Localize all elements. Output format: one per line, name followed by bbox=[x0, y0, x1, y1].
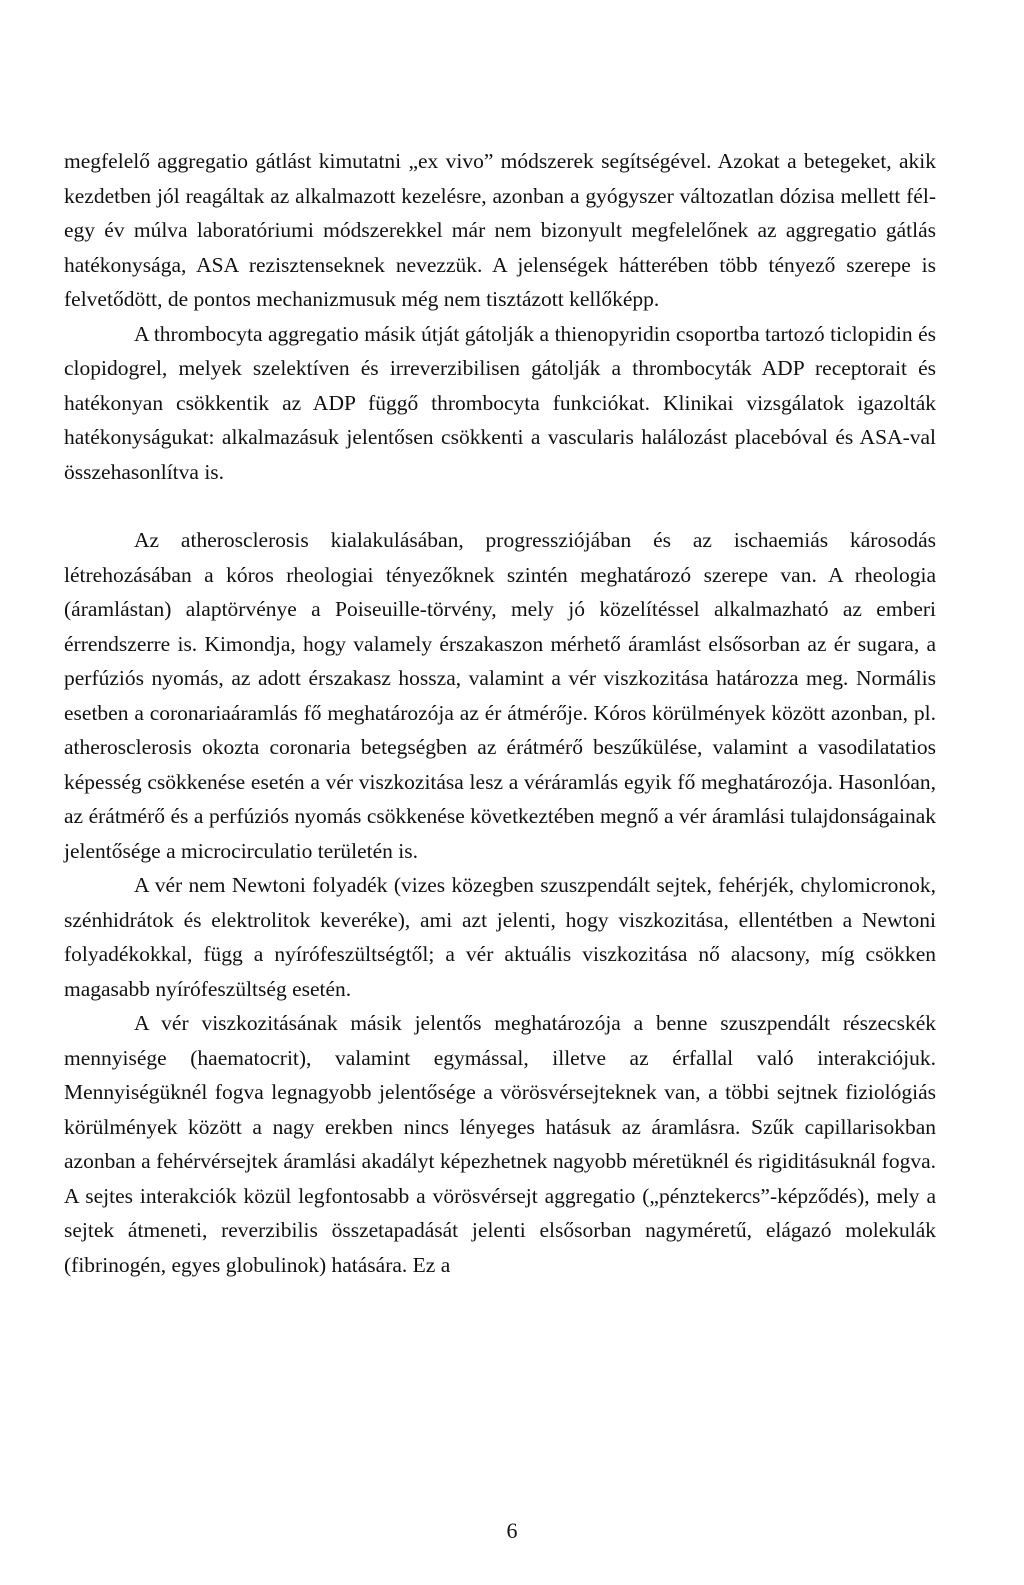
paragraph-ver-viszkozitas: A vér viszkozitásának másik jelentős meghatározója a benne szuszpendált részecskék mennyisége (haematocrit), valamint egymással, illetve az érfallal való interakciójuk. Mennyiségüknél fogva legnagyobb jelentősége a vörösvérsejteknek van, a többi sejtnek fiziológiás körülmények között a nagy erekben nincs lényeges hatásuk az áramlásra. Szűk capillarisokban azonban a fehérvérsejtek áramlási akadályt képezhetnek nagyobb méretüknél és rigiditásuknál fogva. A sejtes interakciók közül legfontosabb a vörösvérsejt aggregatio („pénztekercs”-képződés), mely a sejtek átmeneti, reverzibilis összetapadását jelenti elsősorban nagyméretű, elágazó molekulák (fibrinogén, egyes globulinok) hatására. Ez a bbox=[64, 1011, 936, 1277]
paragraph-newtoni-folyadek: A vér nem Newtoni folyadék (vizes közegben szuszpendált sejtek, fehérjék, chylomicronok, szénhidrátok és elektrolitok keveréke), ami azt jelenti, hogy viszkozitása, ellentétben a Newtoni folyadékokkal, függ a nyírófeszültségtől; a vér aktuális viszkozitása nő alacsony, míg csökken magasabb nyírófeszültség esetén. bbox=[64, 873, 936, 1001]
document-body bbox=[64, 144, 936, 1282]
page-number: 6 bbox=[506, 1518, 518, 1543]
paragraph-atherosclerosis-rheologia: Az atherosclerosis kialakulásában, progressziójában és az ischaemiás károsodás létrehozásában a kóros rheologiai tényezőknek szintén meghatározó szerepe van. A rheologia (áramlástan) alaptörvénye a Poiseuille-törvény, mely jó közelítéssel alkalmazható az emberi érrendszerre is. Kimondja, hogy valamely érszakaszon mérhető áramlást elsősorban az ér sugara, a perfúziós nyomás, az adott érszakasz hossza, valamint a vér viszkozitása határozza meg. Normális esetben a coronariaáramlás fő meghatározója az ér átmérője. Kóros körülmények között azonban, pl. atherosclerosis okozta coronaria betegségben az érátmérő beszűkülése, valamint a vasodilatatios képesség csökkenése esetén a vér viszkozitása lesz a véráramlás egyik fő meghatározója. Hasonlóan, az érátmérő és a perfúziós nyomás csökkenése következtében megnő a vér áramlási tulajdonságainak jelentősége a microcirculatio területén is. bbox=[64, 528, 936, 863]
paragraph-aggregatio-gatlas: megfelelő aggregatio gátlást kimutatni „ex vivo” módszerek segítségével. Azokat a betegeket, akik kezdetben jól reagáltak az alkalmazott kezelésre, azonban a gyógyszer változatlan dózisa mellett fél-egy év múlva laboratóriumi módszerekkel már nem bizonyult megfelelőnek az aggregatio gátlás hatékonysága, ASA rezisztenseknek nevezzük. A jelenségek hátterében több tényező szerepe is felvetődött, de pontos mechanizmusuk még nem tisztázott kellőképp. bbox=[64, 149, 936, 311]
paragraph-thienopyridin: A thrombocyta aggregatio másik útját gátolják a thienopyridin csoportba tartozó ticlopidin és clopidogrel, melyek szelektíven és irreverzibilisen gátolják a thrombocyták ADP receptorait és hatékonyan csökkentik az ADP függő thrombocyta funkciókat. Klinikai vizsgálatok igazolták hatékonyságukat: alkalmazásuk jelentősen csökkenti a vascularis halálozást placebóval és ASA-val összehasonlítva is. bbox=[64, 321, 936, 484]
